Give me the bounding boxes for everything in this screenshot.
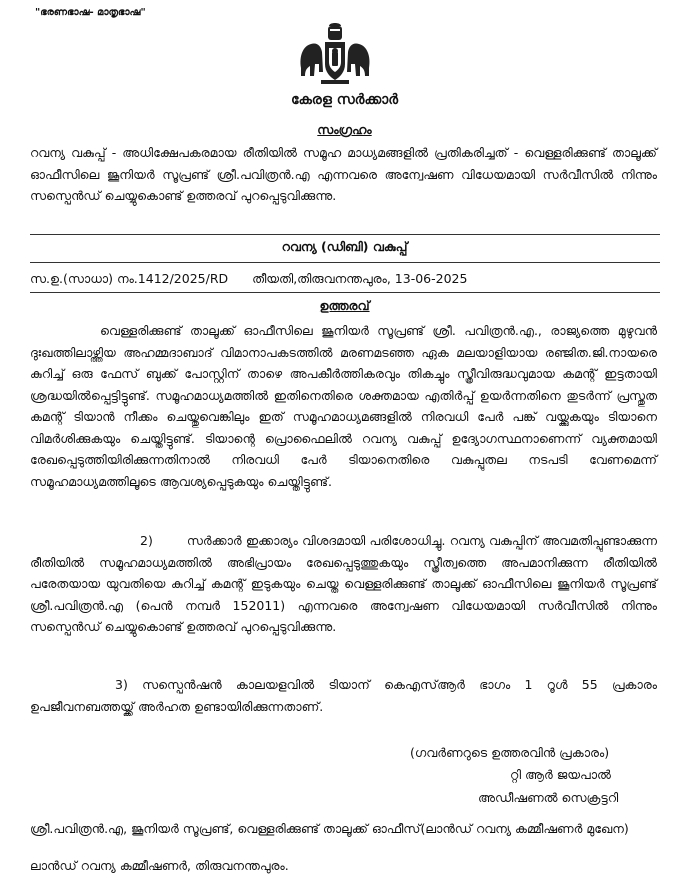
motto-text: "ഭരണഭാഷ- മാതൃഭാഷ"	[35, 7, 146, 18]
divider-bottom	[30, 292, 660, 293]
recipient-2: ലാൻഡ് റവന്യ കമ്മീഷണർ, തിരുവനന്തപുരം.	[30, 858, 289, 873]
abstract-heading: സംഗ്രഹം	[317, 122, 372, 137]
signature-name: റ്റി ആർ ജയപാൽ	[510, 767, 611, 782]
order-paragraph-1: വെള്ളരിക്കുണ്ട് താലൂക്ക് ഓഫീസിലെ ജൂനിയർ സൂപ്രണ്ട് ശ്രീ. പവിത്രൻ.എ., രാജ്യത്തെ മുഴുവൻ ദുഃഖത്തിലാഴ്ത്തിയ അഹമ്മദാബാദ് വിമാനാപകടത്തിൽ മരണമടഞ്ഞ ഏക മലയാളിയായ രഞ്ജിത.ജി.നായരെ കുറിച്ച് ഒരു ഫേസ് ബുക്ക് പോസ്റ്റിന് താഴെ അപകീർത്തികരവും തികച്ചും സ്ത്രീവിരുദ്ധവുമായ കമന്റ് ഇട്ടതായി ശ്രദ്ധയിൽപ്പെട്ടിട്ടുണ്ട്. സമൂഹമാധ്യമത്തിൽ ഇതിനെതിരെ ശക്തമായ എതിർപ്പ് ഉയർന്നതിനെ തുടർന്ന് പ്രസ്തുത കമന്റ് ടിയാൻ നീക്കം ചെയ്തുവെങ്കിലും ഇത് സമൂഹമാധ്യമങ്ങളിൽ നിരവധി പേർ പങ്ക് വയ്ക്കുകയും ടിയാനെ വിമർശിക്കുകയും ചെയ്തിട്ടുണ്ട്. ടിയാന്റെ പ്രൊഫൈലിൽ റവന്യ വകുപ്പ് ഉദ്യോഗസ്ഥനാണെന്ന് വ്യക്തമായി രേഖപ്പെടുത്തിയിരിക്കുന്നതിനാൽ നിരവധി പേർ ടിയാനെതിരെ വകുപ്പുതല നടപടി വേണമെന്ന് സമൂഹമാധ്യമത്തിലൂടെ ആവശ്യപ്പെടുകയും ചെയ്തിട്ടുണ്ട്.	[30, 323, 657, 489]
abstract-text: റവന്യ വകുപ്പ് - അധിക്ഷേപകരമായ രീതിയിൽ സമൂഹ മാധ്യമങ്ങളിൽ പ്രതികരിച്ചത് - വെള്ളരിക്കുണ്ട് താലൂക്ക് ഓഫീസിലെ ജൂനിയർ സൂപ്രണ്ട് ശ്രീ.പവിത്രൻ.എ എന്നവരെ അന്വേഷണ വിധേയമായി സർവീസിൽ നിന്നും സസ്പെൻഡ് ചെയ്യുകൊണ്ട് ഉത്തരവ് പുറപ്പെടുവിക്കുന്നു.	[30, 145, 657, 203]
order-paragraph-2	[30, 530, 657, 638]
order-paragraph-3: 3) സസ്പെൻഷൻ കാലയളവിൽ ടിയാന് കെഎസ്ആർ ഭാഗം 1 റൂൾ 55 പ്രകാരം ഉപജീവനബത്തയ്ക്ക് അർഹത ഉണ്ടായിരിക്കുന്നതാണ്.	[30, 677, 657, 714]
kerala-emblem-icon	[295, 20, 375, 90]
divider-mid	[30, 262, 660, 263]
order-number: സ.ഉ.(സാധാ) നം.1412/2025/RD	[30, 271, 229, 286]
government-title: കേരള സർക്കാർ	[290, 92, 399, 108]
order-date: തീയതി,തിരുവനന്തപുരം, 13-06-2025	[252, 271, 468, 286]
signature-authority: (ഗവർണറുടെ ഉത്തരവിൻ പ്രകാരം)	[410, 745, 610, 760]
paragraph-2-number: 2)	[140, 533, 153, 548]
recipient-1: ശ്രീ.പവിത്രൻ.എ, ജൂനിയർ സൂപ്രണ്ട്, വെള്ളരിക്കുണ്ട് താലൂക്ക് ഓഫീസ്(ലാൻഡ് റവന്യ കമ്മീഷണർ മുഖേന)	[30, 821, 629, 836]
order-heading: ഉത്തരവ്	[319, 298, 370, 313]
divider-top	[30, 234, 660, 235]
order-number-line	[30, 271, 467, 287]
department-title: റവന്യ (ഡിബി) വകുപ്പ്	[281, 239, 408, 254]
paragraph-2-text: സർക്കാർ ഇക്കാര്യം വിശദമായി പരിശോധിച്ചു. റവന്യ വകുപ്പിന് അവമതിപ്പുണ്ടാക്കുന്ന രീതിയിൽ സമൂഹമാധ്യമത്തിൽ അഭിപ്രായം രേഖപ്പെടുത്തുകയും സ്ത്രീത്വത്തെ അപമാനിക്കുന്ന രീതിയിൽ പരേതയായ യുവതിയെ കുറിച്ച് കമന്റ് ഇടുകയും ചെയ്ത വെള്ളരിക്കുണ്ട് താലൂക്ക് ഓഫീസിലെ ജൂനിയർ സൂപ്രണ്ട് ശ്രീ.പവിത്രൻ.എ (പെൻ നമ്പർ 152011) എന്നവരെ അന്വേഷണ വിധേയമായി സർവീസിൽ നിന്നും സസ്പെൻഡ് ചെയ്യുകൊണ്ട് ഉത്തരവ് പുറപ്പെടുവിക്കുന്നു.	[30, 533, 657, 634]
signature-designation: അഡീഷണൽ സെക്രട്ടറി	[478, 790, 619, 805]
